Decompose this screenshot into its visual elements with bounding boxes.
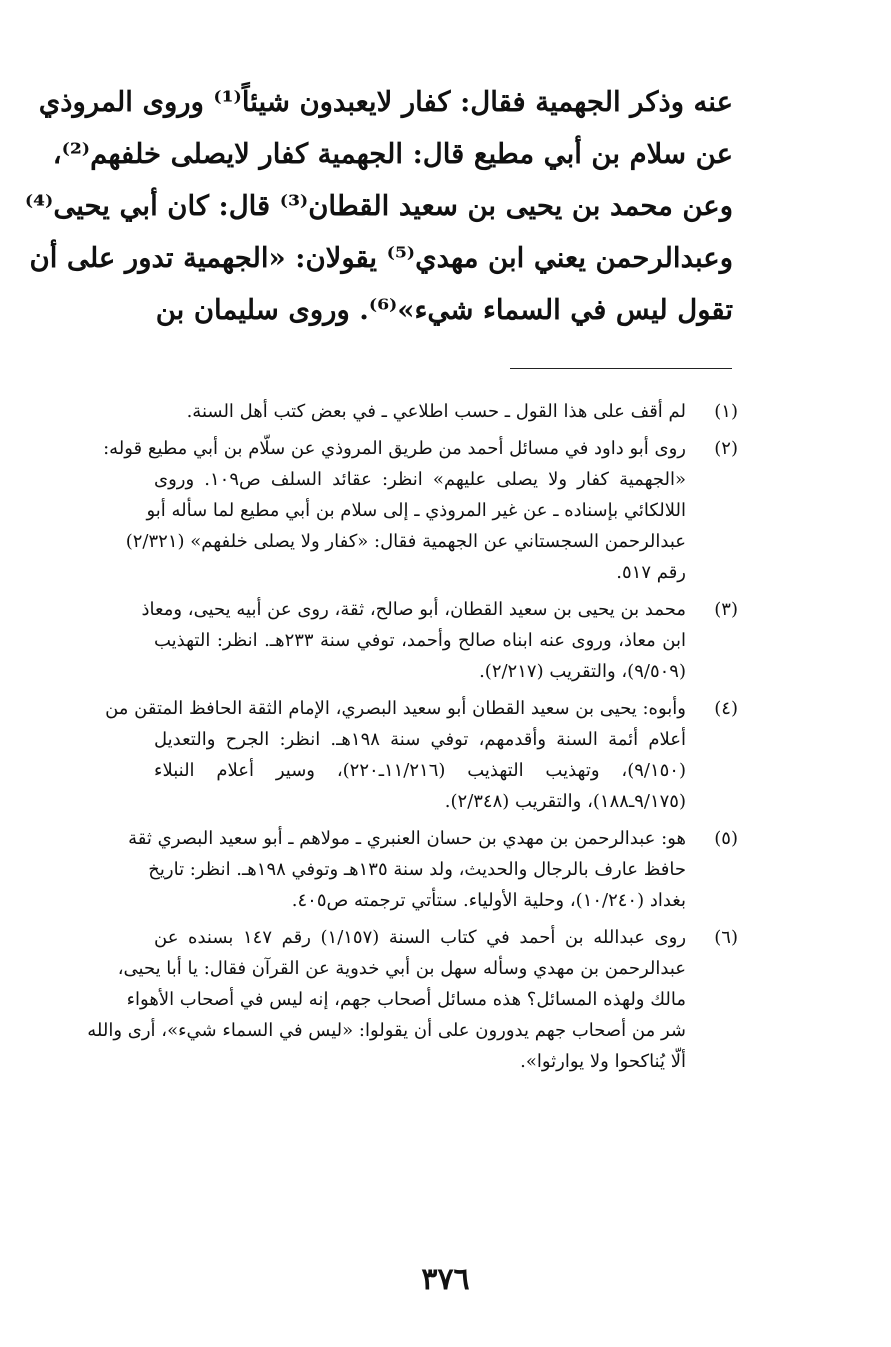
footnote-line: «الجهمية كفار ولا يصلى عليهم» انظر: عقائد السلف ص١٠٩. وروى xyxy=(154,469,687,490)
footnote-1 xyxy=(154,396,738,427)
footnote-5 xyxy=(128,823,738,916)
footnote-line: (٩/١٧٥ـ١٨٨)، والتقريب (٢/٣٤٨). xyxy=(444,791,686,812)
footnote-line: أعلام أئمة السنة وأقدمهم، توفي سنة ١٩٨هـ. انظر: الجرح والتعديل xyxy=(154,729,686,750)
footnote-line: رقم ٥١٧. xyxy=(616,562,686,583)
footnote-body xyxy=(154,396,686,427)
footnote-body xyxy=(105,693,686,817)
footnotes xyxy=(87,396,738,1083)
footnote-line: روى عبدالله بن أحمد في كتاب السنة (١/١٥٧) رقم ١٤٧ بسنده عن xyxy=(154,927,687,948)
footnote-body xyxy=(103,433,687,588)
footnote-line: محمد بن يحيى بن سعيد القطان، أبو صالح، ثقة، روى عن أبيه يحيى، ومعاذ xyxy=(141,599,686,620)
main-text-line: عنه وذكر الجهمية فقال: كفار لايعبدون شيئاً⁽¹⁾ وروى المروذي xyxy=(38,86,733,118)
footnote-number: (٣) xyxy=(714,599,738,620)
footnote-6 xyxy=(87,922,738,1077)
footnote-number: (٢) xyxy=(714,438,738,459)
footnote-body xyxy=(87,922,687,1077)
footnote-line: عبدالرحمن السجستاني عن الجهمية فقال: «كفار ولا يصلى خلفهم» (٢/٣٢١) xyxy=(125,531,686,552)
footnote-body xyxy=(128,823,686,916)
footnote-line: روى أبو داود في مسائل أحمد من طريق المروذي عن سلّام بن أبي مطيع قوله: xyxy=(103,438,686,459)
footnote-separator xyxy=(510,368,732,369)
footnote-body xyxy=(141,594,686,687)
footnote-number: (١) xyxy=(714,401,738,422)
footnote-line: ألّا يُناكحوا ولا يوارثوا». xyxy=(520,1051,686,1072)
main-text-line: عن سلام بن أبي مطيع قال: الجهمية كفار لايصلى خلفهم⁽²⁾، xyxy=(52,138,733,170)
footnote-number: (٥) xyxy=(714,828,738,849)
footnote-line: عبدالرحمن بن مهدي وسأله سهل بن أبي خدوية عن القرآن فقال: يا أبا يحيى، xyxy=(117,958,686,979)
main-text-line: وعن محمد بن يحيى بن سعيد القطان⁽³⁾ قال: كان أبي يحيى⁽⁴⁾ xyxy=(24,190,733,222)
footnote-line: وأبوه: يحيى بن سعيد القطان أبو سعيد البصري، الإمام الثقة الحافظ المتقن من xyxy=(105,698,686,719)
footnote-3 xyxy=(141,594,738,687)
footnote-line: (٩/٥٠٩)، والتقريب (٢/٢١٧). xyxy=(479,661,686,682)
footnote-line: شر من أصحاب جهم يدورون على أن يقولوا: «ليس في السماء شيء»، أرى والله xyxy=(87,1020,686,1041)
footnote-line: لم أقف على هذا القول ـ حسب اطلاعي ـ في بعض كتب أهل السنة. xyxy=(186,401,686,422)
footnote-line: (٩/١٥٠)، وتهذيب التهذيب (١١/٢١٦ـ٢٢٠)، وسير أعلام النبلاء xyxy=(154,760,686,781)
footnote-number: (٤) xyxy=(714,698,738,719)
footnote-4 xyxy=(105,693,738,817)
footnote-2 xyxy=(103,433,738,588)
footnote-line: حافظ عارف بالرجال والحديث، ولد سنة ١٣٥هـ وتوفي ١٩٨هـ. انظر: تاريخ xyxy=(148,859,686,880)
page-number: ٣٧٦ xyxy=(421,1262,470,1297)
main-text-line: تقول ليس في السماء شيء»⁽⁶⁾. وروى سليمان بن xyxy=(155,294,733,326)
footnote-line: مالك ولهذه المسائل؟ هذه مسائل أصحاب جهم، إنه ليس في أصحاب الأهواء xyxy=(126,989,686,1010)
main-text-line: وعبدالرحمن يعني ابن مهدي⁽⁵⁾ يقولان: «الجهمية تدور على أن xyxy=(29,242,733,274)
footnote-number: (٦) xyxy=(714,927,738,948)
footnote-line: هو: عبدالرحمن بن مهدي بن حسان العنبري ـ مولاهم ـ أبو سعيد البصري ثقة xyxy=(128,828,686,849)
footnote-line: اللالكائي بإسناده ـ عن غير المروذي ـ إلى سلام بن أبي مطيع لما سأله أبو xyxy=(146,500,686,521)
footnote-line: ابن معاذ، وروى عنه ابناه صالح وأحمد، توفي سنة ٢٣٣هـ. انظر: التهذيب xyxy=(154,630,686,651)
main-text xyxy=(24,76,733,336)
footnote-line: بغداد (١٠/٢٤٠)، وحلية الأولياء. ستأتي ترجمته ص٤٠٥. xyxy=(291,890,686,911)
